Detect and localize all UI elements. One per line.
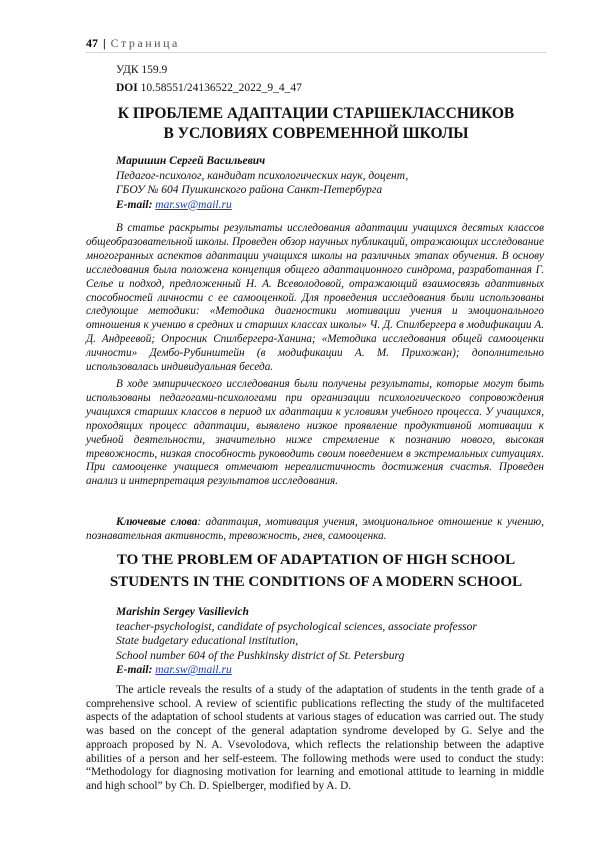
title-ru-line-2: В УСЛОВИЯХ СОВРЕМЕННОЙ ШКОЛЫ	[163, 125, 469, 142]
udk-code: УДК 159.9	[116, 64, 168, 76]
author-org-en-1: State budgetary educational institution,	[116, 635, 299, 647]
title-ru-line-1: К ПРОБЛЕМЕ АДАПТАЦИИ СТАРШЕКЛАССНИКОВ	[117, 105, 515, 122]
article-title-en	[86, 549, 546, 593]
page-header	[86, 36, 180, 51]
header-separator: |	[103, 36, 106, 50]
keywords-ru	[86, 515, 544, 543]
author-org-ru: ГБОУ № 604 Пушкинского района Санкт-Петербурга	[116, 184, 383, 196]
header-divider	[86, 52, 546, 53]
email-label-en: E-mail:	[116, 664, 153, 676]
email-label-ru: E-mail:	[116, 198, 153, 211]
author-block-ru	[116, 154, 408, 212]
doi-value: 10.58551/24136522_2022_9_4_47	[140, 82, 302, 94]
keywords-text: : адаптация, мотивация учения, эмоциональное отношение к учению, познавательная активность, тревожность, гнев, самооценка.	[86, 516, 544, 542]
abstract-ru-paragraph-2: В ходе эмпирического исследования были получены результаты, которые могут быть использованы педагогами-психологами при организации психологического сопровождения учащихся старших классов в период их адаптации к условиям учебного процесса. У учащихся, проходящих процесс адаптации, выявлено низкое проявление продуктивной мотивации к учебной деятельности, значительно ниже стремление к познанию нового, высокая тревожность, низкая способность руководить своим поведением в экстремальных ситуациях. При самооценке учащиеся отмечают нереалистичность достижения счастья. Проведен анализ и интерпретация результатов исследования.	[86, 378, 544, 488]
author-block-en	[116, 605, 477, 678]
author-org-en-2: School number 604 of the Pushkinsky district of St. Petersburg	[116, 649, 405, 662]
email-link-ru[interactable]: mar.sw@mail.ru	[155, 198, 232, 211]
email-line-en	[116, 663, 477, 678]
author-position-ru: Педагог-психолог, кандидат психологических наук, доцент,	[116, 169, 409, 182]
doi-line	[116, 82, 302, 94]
title-en-line-2: STUDENTS IN THE CONDITIONS OF A MODERN SCHOOL	[109, 574, 523, 590]
abstract-ru-paragraph-1: В статье раскрыты результаты исследования адаптации учащихся десятых классов общеобразовательной школы. Проведен обзор научных публикаций, отражающих исследование многогранных аспектов адаптации учащихся школы на различных этапах обучения. В основу исследования была положена концепция общего адаптационного синдрома, разработанная Г. Селье и подход, предложенный Н. А. Всеволодовой, отражающий взаимосвязь адаптивных способностей личности с ее самооценкой. Для проведения исследования были использованы следующие методики: «Методика диагностики мотивации учения и эмоционального отношения к учению в средних и старших классах школы» Ч. Д. Спилбергера в модификации А. Д. Андреевой; Опросник Спилбергера-Ханина; «Методика исследования общей самооценки личности» Дембо-Рубинштейн (в модификации А. М. Прихожан); дополнительно использовалась индивидуальная беседа.	[86, 222, 544, 374]
article-title-ru	[86, 104, 546, 144]
author-name-ru: Маришин Сергей Васильевич	[116, 155, 266, 167]
author-name-en: Marishin Sergey Vasilievich	[116, 606, 249, 618]
title-en-line-1: TO THE PROBLEM OF ADAPTATION OF HIGH SCHOOL	[116, 552, 516, 568]
page-word: Страница	[110, 36, 180, 50]
abstract-en: The article reveals the results of a study of the adaptation of students in the tenth grade of a comprehensive school. A review of scientific publications reflecting the study of the multifaceted aspects of the adaptation of school students at various stages of education was carried out. The study was based on the concept of the general adaptation syndrome developed by G. Selye and the approach proposed by N. A. Vsevolodova, which reflects the relationship between the adaptive abilities of a person and her self-esteem. The following methods were used to conduct the study: “Methodology for diagnosing motivation for learning and emotional attitude to learning in middle and high school” by Ch. D. Spielberger, modified by A. D.	[86, 684, 544, 792]
email-line-ru	[116, 198, 408, 213]
email-link-en[interactable]: mar.sw@mail.ru	[155, 664, 232, 676]
page-number: 47	[86, 36, 98, 50]
author-position-en: teacher-psychologist, candidate of psychological sciences, associate professor	[116, 620, 477, 633]
doi-label: DOI	[116, 82, 138, 94]
keywords-label: Ключевые слова	[116, 516, 198, 528]
